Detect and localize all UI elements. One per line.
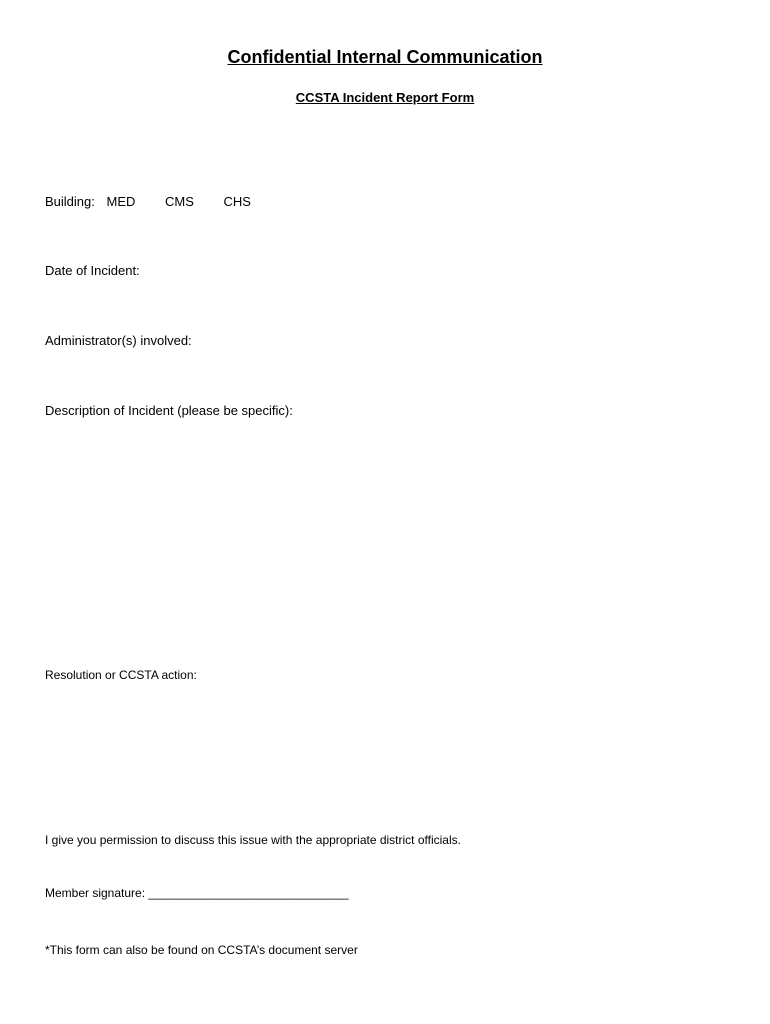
date-of-incident-label: Date of Incident: [45, 263, 140, 278]
permission-statement: I give you permission to discuss this issue with the appropriate district officials. [45, 833, 461, 847]
description-label: Description of Incident (please be specific): [45, 403, 293, 418]
building-option-med[interactable]: MED [106, 194, 136, 209]
building-field [45, 194, 251, 209]
building-option-cms[interactable]: CMS [165, 194, 194, 209]
page-title: Confidential Internal Communication [227, 47, 543, 67]
building-label: Building: [45, 194, 95, 209]
form-subtitle: CCSTA Incident Report Form [295, 90, 475, 105]
member-signature-line: Member signature: ______________________________ [45, 886, 349, 900]
footer-note: *This form can also be found on CCSTA’s document server [45, 943, 358, 957]
resolution-label: Resolution or CCSTA action: [45, 668, 197, 682]
building-option-chs[interactable]: CHS [223, 194, 251, 209]
administrators-label: Administrator(s) involved: [45, 333, 192, 348]
